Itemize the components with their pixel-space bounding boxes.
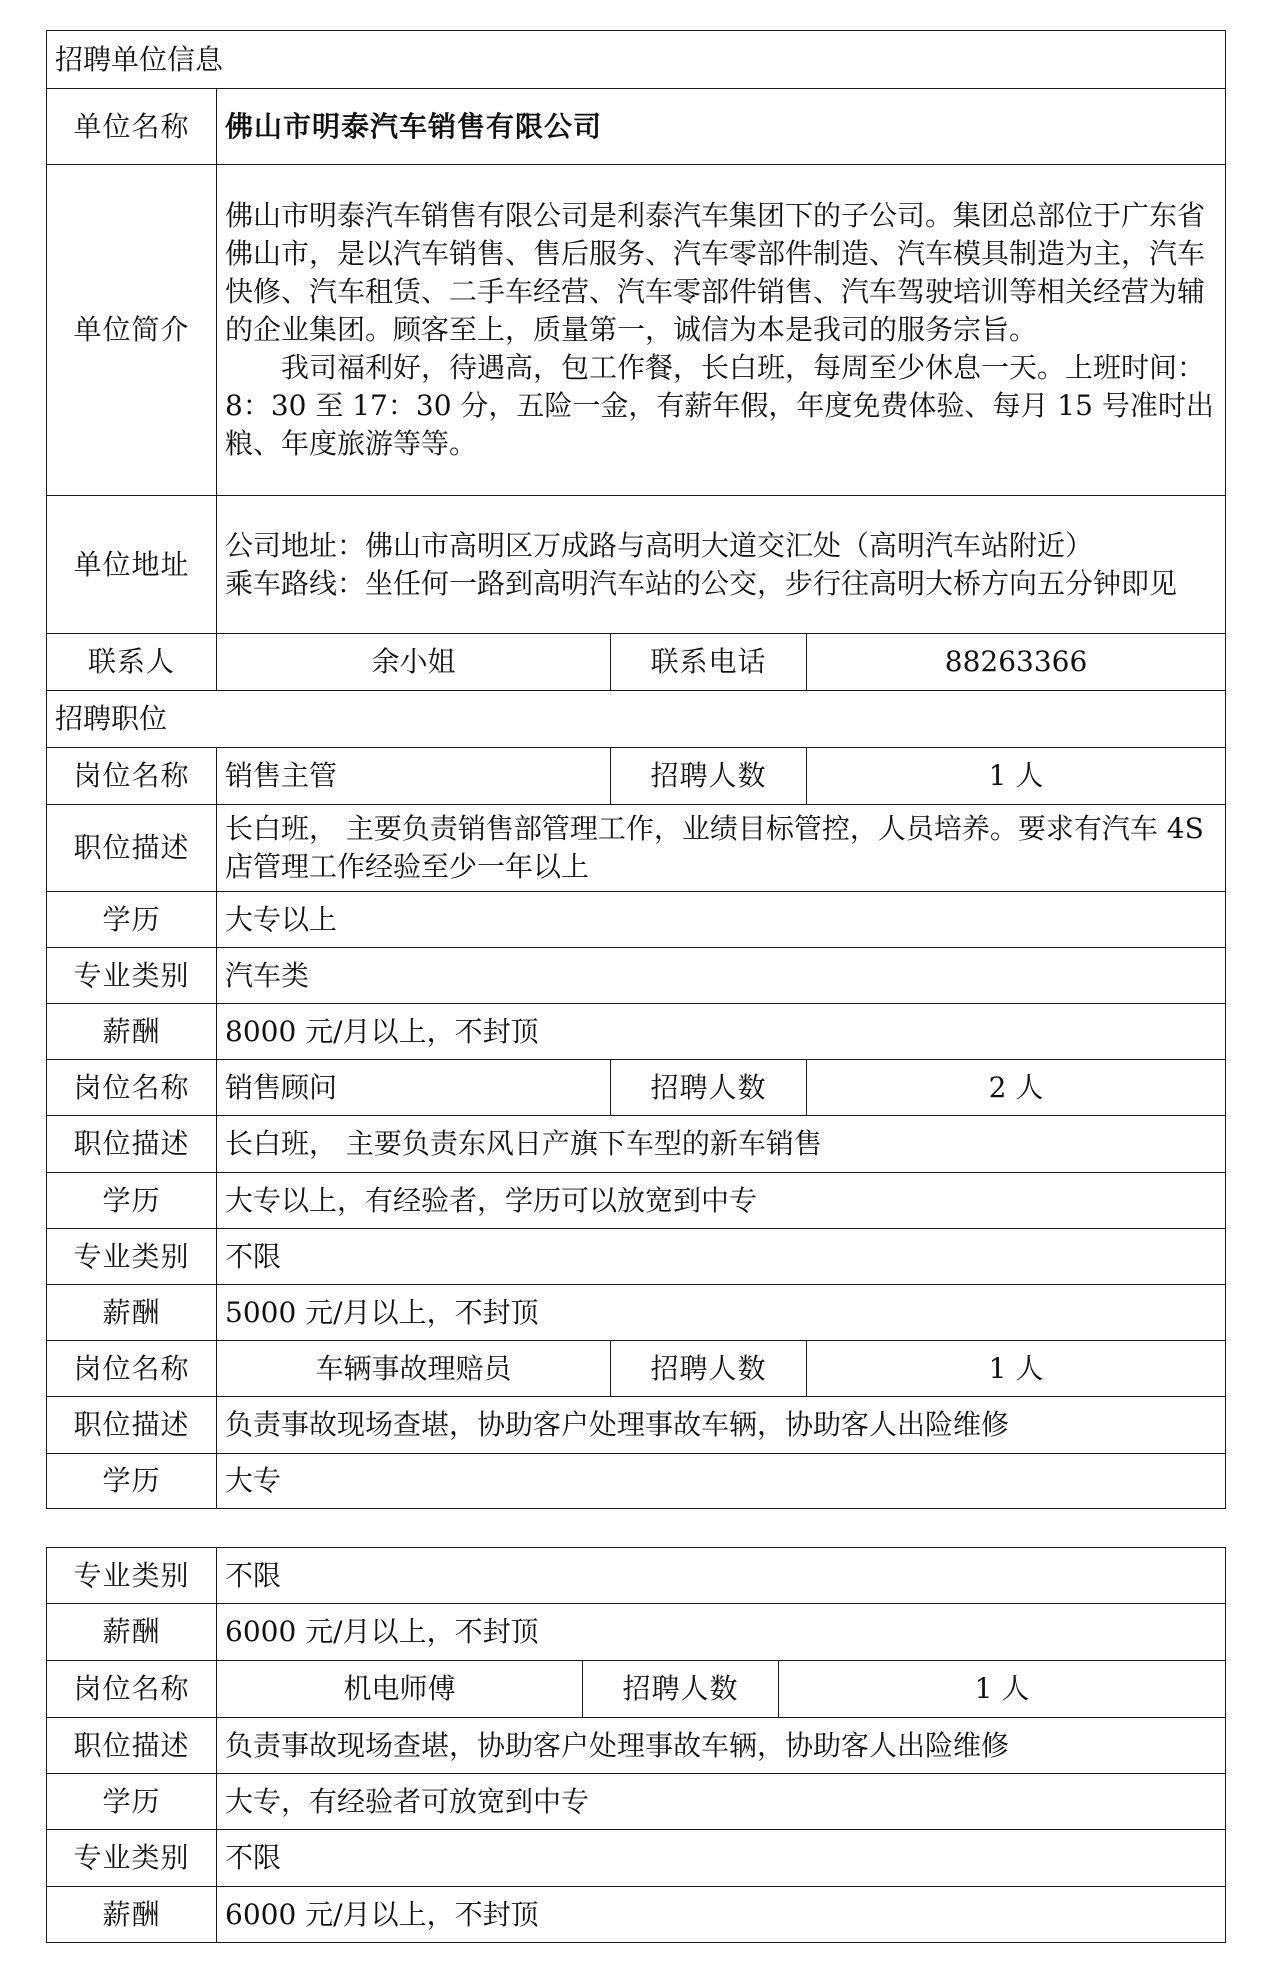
salary-row (47, 1887, 1226, 1943)
major-row (47, 1548, 1226, 1604)
education-value: 大专以上 (217, 892, 1226, 948)
education-label: 学历 (47, 1454, 217, 1509)
headcount: 1 人 (807, 1341, 1226, 1397)
contact-name: 余小姐 (217, 634, 611, 691)
salary-label: 薪酬 (47, 1004, 217, 1060)
salary-label: 薪酬 (47, 1887, 217, 1943)
education-row (47, 1173, 1226, 1229)
company-route-text: 乘车路线：坐任何一路到高明汽车站的公交，步行往高明大桥方向五分钟即见 (225, 566, 1178, 600)
positions-section-title: 招聘职位 (47, 691, 1226, 748)
company-name-row (47, 89, 1226, 165)
salary-row (47, 1004, 1226, 1060)
contact-row (47, 634, 1226, 691)
company-address-label: 单位地址 (47, 496, 217, 634)
job-name-row (47, 1341, 1226, 1397)
description-label: 职位描述 (47, 1116, 217, 1173)
description-label: 职位描述 (47, 1718, 217, 1774)
education-row (47, 892, 1226, 948)
job-description-row (47, 1397, 1226, 1454)
major-label: 专业类别 (47, 1830, 217, 1887)
job-name-row (47, 748, 1226, 805)
job-name-label: 岗位名称 (47, 1661, 217, 1718)
phone-label: 联系电话 (611, 634, 807, 691)
education-label: 学历 (47, 1774, 217, 1830)
headcount-label: 招聘人数 (611, 1341, 807, 1397)
phone-number: 88263366 (807, 634, 1226, 691)
major-value: 不限 (217, 1548, 1226, 1604)
job-description: 负责事故现场查堪，协助客户处理事故车辆，协助客人出险维修 (217, 1718, 1226, 1774)
job-name-row (47, 1661, 1226, 1718)
job-name-label: 岗位名称 (47, 748, 217, 805)
company-name-label: 单位名称 (47, 89, 217, 165)
company-intro (217, 165, 1226, 496)
major-row (47, 1229, 1226, 1285)
company-section-title: 招聘单位信息 (47, 31, 1226, 89)
recruitment-table (46, 30, 1226, 1509)
salary-value: 6000 元/月以上，不封顶 (217, 1887, 1226, 1943)
description-label: 职位描述 (47, 805, 217, 892)
major-value: 汽车类 (217, 948, 1226, 1004)
education-row (47, 1454, 1226, 1509)
major-label: 专业类别 (47, 1548, 217, 1604)
job-description-row (47, 805, 1226, 892)
job-name-label: 岗位名称 (47, 1341, 217, 1397)
job-name-label: 岗位名称 (47, 1060, 217, 1116)
education-label: 学历 (47, 892, 217, 948)
company-address-text: 公司地址：佛山市高明区万成路与高明大道交汇处（高明汽车站附近） (225, 528, 1094, 562)
major-row (47, 1830, 1226, 1887)
job-name-row (47, 1060, 1226, 1116)
major-label: 专业类别 (47, 948, 217, 1004)
headcount: 1 人 (807, 748, 1226, 805)
job-name: 销售顾问 (217, 1060, 611, 1116)
education-label: 学历 (47, 1173, 217, 1229)
education-row (47, 1774, 1226, 1830)
headcount: 1 人 (779, 1661, 1226, 1718)
headcount-label: 招聘人数 (611, 1060, 807, 1116)
job-name: 销售主管 (217, 748, 611, 805)
education-value: 大专 (217, 1454, 1226, 1509)
education-value: 大专，有经验者可放宽到中专 (217, 1774, 1226, 1830)
company-address-row (47, 496, 1226, 634)
company-intro-row (47, 165, 1226, 496)
salary-label: 薪酬 (47, 1285, 217, 1341)
company-intro-label: 单位简介 (47, 165, 217, 496)
positions-section-row (47, 691, 1226, 748)
major-label: 专业类别 (47, 1229, 217, 1285)
job-description: 长白班， 主要负责东风日产旗下车型的新车销售 (217, 1116, 1226, 1173)
salary-value: 5000 元/月以上，不封顶 (217, 1285, 1226, 1341)
headcount: 2 人 (807, 1060, 1226, 1116)
salary-row (47, 1604, 1226, 1661)
salary-value: 8000 元/月以上，不封顶 (217, 1004, 1226, 1060)
description-label: 职位描述 (47, 1397, 217, 1454)
major-value: 不限 (217, 1229, 1226, 1285)
headcount-label: 招聘人数 (611, 748, 807, 805)
headcount-label: 招聘人数 (583, 1661, 779, 1718)
salary-label: 薪酬 (47, 1604, 217, 1661)
company-intro-paragraph-2: 我司福利好，待遇高，包工作餐，长白班，每周至少休息一天。上班时间：8：30 至 17：30 分，五险一金，有薪年假，年度免费体验、每月 15 号准时出粮、年度旅游等等。 (225, 351, 1214, 460)
recruitment-table-continued (46, 1547, 1226, 1943)
job-name: 机电师傅 (217, 1661, 583, 1718)
job-name: 车辆事故理赔员 (217, 1341, 611, 1397)
education-value: 大专以上，有经验者，学历可以放宽到中专 (217, 1173, 1226, 1229)
job-description-row (47, 1718, 1226, 1774)
company-name: 佛山市明泰汽车销售有限公司 (217, 89, 1226, 165)
company-address (217, 496, 1226, 634)
contact-label: 联系人 (47, 634, 217, 691)
major-row (47, 948, 1226, 1004)
job-description-row (47, 1116, 1226, 1173)
company-section-row (47, 31, 1226, 89)
salary-value: 6000 元/月以上，不封顶 (217, 1604, 1226, 1661)
salary-row (47, 1285, 1226, 1341)
job-description: 负责事故现场查堪，协助客户处理事故车辆，协助客人出险维修 (217, 1397, 1226, 1454)
company-intro-paragraph-1: 佛山市明泰汽车销售有限公司是利泰汽车集团下的子公司。集团总部位于广东省佛山市，是以汽车销售、售后服务、汽车零部件制造、汽车模具制造为主，汽车快修、汽车租赁、二手车经营、汽车零部件销售、汽车驾驶培训等相关经营为辅的企业集团。顾客至上，质量第一，诚信为本是我司的服务宗旨。 (225, 199, 1206, 346)
major-value: 不限 (217, 1830, 1226, 1887)
job-description: 长白班， 主要负责销售部管理工作，业绩目标管控，人员培养。要求有汽车 4S 店管理工作经验至少一年以上 (217, 805, 1226, 892)
